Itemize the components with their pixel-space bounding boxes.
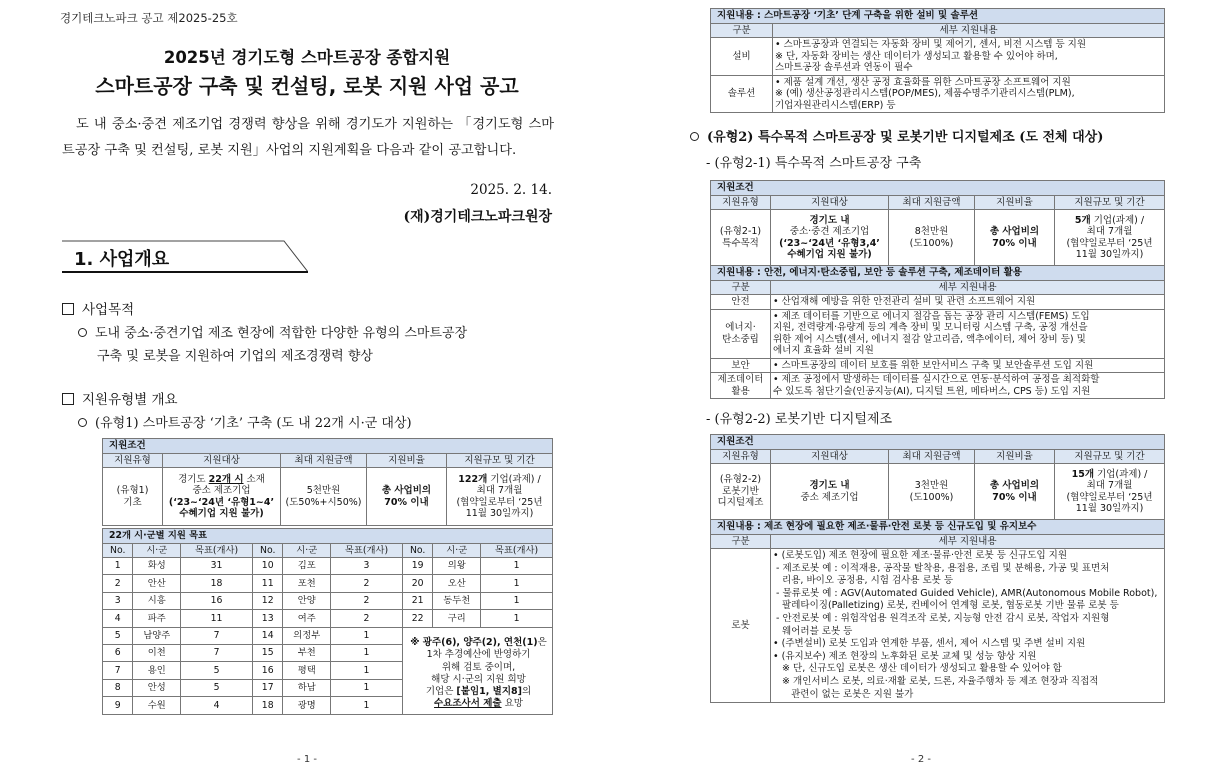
region-cell: 4 bbox=[103, 610, 133, 627]
content-row-text: • 제조 공정에서 발생하는 데이터를 실시간으로 연동·분석하여 공정을 최적화할 수 있도록 첨단기술(인공지능(AI), 디지털 트윈, 메타버스, CPS 등) 도입 지원 bbox=[771, 373, 1165, 399]
type2-heading bbox=[690, 126, 1103, 149]
t22-content-title bbox=[711, 520, 1165, 535]
dash-bullet: - bbox=[706, 156, 715, 171]
region-cell: 13 bbox=[252, 610, 282, 627]
region-cell: 8 bbox=[103, 679, 133, 696]
target-text-2: 소재 중소 제조기업 bbox=[192, 473, 265, 496]
page-number: - 1 - bbox=[297, 754, 317, 765]
content-row-name: 에너지· 탄소중립 bbox=[711, 309, 771, 358]
robot-detail-line: - 안전로봇 예 : 위험작업용 원격조작 로봇, 지능형 안전 감시 로봇, 작업자 지원형 bbox=[773, 612, 1110, 624]
section-title: 1. 사업개요 bbox=[74, 249, 170, 270]
region-cell: 여주 bbox=[283, 610, 331, 627]
row-text-robot bbox=[771, 549, 1165, 703]
purpose-line-1: 도내 중소·중견기업 제조 현장에 적합한 다양한 유형의 스마트공장 bbox=[95, 326, 468, 341]
region-cell: 시흥 bbox=[133, 592, 181, 609]
region-cell: 1 bbox=[481, 575, 553, 592]
table-row bbox=[103, 610, 553, 627]
region-note-text-3: 요망 bbox=[501, 698, 523, 710]
region-cell: 7 bbox=[181, 644, 253, 661]
row-text-equipment: • 스마트공장과 연결되는 자동화 장비 및 제어기, 센서, 비전 시스템 등 지원 ※ 단, 자동화 장비는 생산 데이터가 생성되고 활용할 수 있어야 하며, 스마트공장 솔루션과 연동이 필수 bbox=[773, 38, 1165, 76]
content-title-solution: 솔루션 bbox=[950, 10, 979, 21]
region-cell: 화성 bbox=[133, 558, 181, 575]
header-cell: 지원규모 및 기간 bbox=[1055, 195, 1165, 210]
header-cell: 최대 지원금액 bbox=[281, 453, 367, 468]
type22-heading-text: (유형2-2) 로봇기반 디지털제조 bbox=[714, 412, 893, 427]
region-cell: 안산 bbox=[133, 575, 181, 592]
row-name-robot: 로봇 bbox=[711, 549, 771, 703]
robot-detail-line: ※ 개인서비스 로봇, 의료·재활 로봇, 드론, 자율주행차 등 제조 현장과 직접적 bbox=[773, 675, 1099, 687]
content-row bbox=[711, 358, 1165, 373]
robot-detail-line: 리용, 바이오 공정용, 시험 검사용 로봇 등 bbox=[773, 575, 954, 587]
region-cell: 16 bbox=[181, 592, 253, 609]
content-title-and: 및 bbox=[934, 10, 951, 21]
circle-bullet-icon bbox=[78, 418, 87, 427]
region-header-cell: 시·군 bbox=[433, 543, 481, 558]
region-cell: 3 bbox=[331, 558, 403, 575]
cond-ratio-cell: 총 사업비의 70% 이내 bbox=[367, 468, 447, 526]
type21-heading-text: (유형2-1) 특수목적 스마트공장 구축 bbox=[714, 156, 922, 171]
region-note-attachment: [붙임1, 별지8] bbox=[456, 686, 522, 698]
region-cell: 2 bbox=[331, 610, 403, 627]
robot-detail-line: ※ 단, 신규도입 로봇은 생산 데이터가 생성되고 활용할 수 있어야 함 bbox=[773, 663, 1062, 675]
content-row-text: • 스마트공장의 데이터 보호를 위한 보안서비스 구축 및 보안솔루션 도입 지원 bbox=[771, 358, 1165, 373]
content-row bbox=[711, 295, 1165, 310]
region-cell: 18 bbox=[252, 697, 282, 714]
document-page-2 bbox=[614, 0, 1228, 768]
cond-type-cell: (유형2-1) 특수목적 bbox=[711, 210, 771, 266]
target-text: 중소 제조기업 bbox=[800, 491, 859, 503]
target-emphasis: 경기도 내 bbox=[809, 214, 850, 226]
content-row-text: • 제조 데이터를 기반으로 에너지 절감을 돕는 공장 관리 시스템(FEMS) 도입 지원, 전력량계·유량계 등의 계측 장비 및 모니터링 시스템 구축, 공정 개선을 위한 제어 시스템(센서, 에너지 절감 알고리즘, 액추에이터, 제어 장비 등) 및 에너지 효율화 설비 지원 bbox=[771, 309, 1165, 358]
type2-heading-text: (유형2) 특수목적 스마트공장 및 로봇기반 디지털제조 (도 전체 대상) bbox=[707, 130, 1104, 145]
dash-bullet: - bbox=[706, 412, 715, 427]
cond-target-cell bbox=[163, 468, 281, 526]
region-cell: 1 bbox=[481, 558, 553, 575]
t22-title-part: 등 bbox=[931, 521, 948, 532]
notice-date: 2025. 2. 14. bbox=[470, 182, 552, 198]
cond-type-cell: (유형2-2) 로봇기반 디지털제조 bbox=[711, 464, 771, 520]
region-cell: 11 bbox=[181, 610, 253, 627]
region-cell: 포천 bbox=[283, 575, 331, 592]
region-cell: 10 bbox=[252, 558, 282, 575]
type21-heading bbox=[706, 152, 921, 175]
region-cell: 1 bbox=[331, 644, 403, 661]
t22-title-part: 현장에 필요한 bbox=[782, 521, 848, 532]
region-cell: 2 bbox=[103, 575, 133, 592]
target-restriction: (‘23~‘24년 ‘유형3,4’ 수혜기업 지원 불가) bbox=[779, 237, 880, 260]
type1-content-table bbox=[710, 8, 1165, 113]
region-cell: 11 bbox=[252, 575, 282, 592]
cond-scale-cell bbox=[1055, 210, 1165, 266]
table-title: 지원조건 bbox=[711, 435, 1165, 450]
checkbox-square-icon bbox=[62, 303, 74, 315]
region-cell: 1 bbox=[103, 558, 133, 575]
header-category: 구분 bbox=[711, 23, 773, 38]
content-title-equipment: 설비 bbox=[916, 10, 935, 21]
cond-scale-cell bbox=[1055, 464, 1165, 520]
header-cell: 지원비율 bbox=[367, 453, 447, 468]
purpose-line-2: 구축 및 로봇을 지원하여 기업의 제조경쟁력 향상 bbox=[97, 349, 373, 364]
region-cell: 1 bbox=[331, 662, 403, 679]
robot-detail-line: 팔레타이징(Palletizing) 로봇, 컨베이어 연계형 로봇, 협동로봇 기반 물류 로봇 등 bbox=[773, 600, 1119, 612]
content-row-name: 안전 bbox=[711, 295, 771, 310]
header-cell: 지원유형 bbox=[103, 453, 163, 468]
region-cell: 하남 bbox=[283, 679, 331, 696]
issuing-organization: (재)경기테크노파크원장 bbox=[403, 209, 552, 225]
target-text: 경기도 bbox=[178, 473, 209, 485]
cond-ratio-cell: 총 사업비의 70% 이내 bbox=[975, 210, 1055, 266]
type21-condition-table bbox=[710, 180, 1165, 399]
region-cell: 의왕 bbox=[433, 558, 481, 575]
region-cell: 2 bbox=[331, 592, 403, 609]
header-category: 구분 bbox=[711, 534, 771, 549]
title-line-2: 스마트공장 구축 및 컨설팅, 로봇 지원 사업 공고 bbox=[95, 74, 519, 98]
content-row-text: • 산업재해 예방을 위한 안전관리 설비 및 관련 소프트웨어 지원 bbox=[771, 295, 1165, 310]
header-detail: 세부 지원내용 bbox=[773, 23, 1165, 38]
region-cell: 15 bbox=[252, 644, 282, 661]
robot-detail-line: • (주변설비) 로봇 도입과 연계한 부품, 센서, 제어 시스템 및 주변 설비 지원 bbox=[773, 638, 1086, 650]
purpose-bullet bbox=[78, 322, 467, 345]
checkbox-square-icon bbox=[62, 393, 74, 405]
title-line-1: 2025년 경기도형 스마트공장 종합지원 bbox=[163, 48, 451, 67]
region-cell: 남양주 bbox=[133, 627, 181, 644]
header-cell: 최대 지원금액 bbox=[889, 449, 975, 464]
region-cell: 1 bbox=[331, 679, 403, 696]
t21-content-title: 지원내용 : 안전, 에너지·탄소중립, 보안 등 솔루션 구축, 제조데이터 활용 bbox=[711, 266, 1165, 281]
row-text-solution: • 제품 설계 개선, 생산 공정 효율화를 위한 스마트공장 소프트웨어 지원 ※ (예) 생산공정관리시스템(POP/MES), 제품수명주기관리시스템(PLM), 기업자원관리시스템(ERP) 등 bbox=[773, 75, 1165, 113]
region-cell: 평택 bbox=[283, 662, 331, 679]
cond-ratio-cell: 총 사업비의 70% 이내 bbox=[975, 464, 1055, 520]
region-header-cell: 목표(개사) bbox=[331, 543, 403, 558]
header-cell: 최대 지원금액 bbox=[889, 195, 975, 210]
content-table-title bbox=[711, 9, 1165, 24]
region-cell: 오산 bbox=[433, 575, 481, 592]
region-cell: 이천 bbox=[133, 644, 181, 661]
region-cell: 7 bbox=[103, 662, 133, 679]
cond-scale-cell bbox=[447, 468, 553, 526]
table-row bbox=[103, 575, 553, 592]
region-cell: 9 bbox=[103, 697, 133, 714]
region-cell: 구리 bbox=[433, 610, 481, 627]
region-note-submit: 수요조사서 제출 bbox=[434, 698, 502, 710]
header-cell: 지원대상 bbox=[771, 195, 889, 210]
region-cell: 16 bbox=[252, 662, 282, 679]
cond-type-cell: (유형1) 기초 bbox=[103, 468, 163, 526]
scale-count: 15개 bbox=[1071, 468, 1095, 480]
region-cell: 파주 bbox=[133, 610, 181, 627]
circle-bullet-icon bbox=[78, 328, 87, 337]
region-note-emphasis: ※ 광주(6), 양주(2), 연천(1) bbox=[410, 637, 538, 648]
type1-heading bbox=[78, 412, 412, 435]
page-number: - 2 - bbox=[911, 754, 931, 765]
robot-detail-line: 웨어러블 로봇 등 bbox=[773, 625, 853, 637]
scale-text: 기업(과제) / 최대 7개월 (협약일로부터 ‘25년 11월 30일까지) bbox=[1066, 468, 1153, 514]
scale-text: 기업(과제) / 최대 7개월 (협약일로부터 ‘25년 11월 30일까지) bbox=[456, 473, 543, 519]
table-title: 지원조건 bbox=[103, 439, 553, 454]
region-cell: 동두천 bbox=[433, 592, 481, 609]
region-cell: 의정부 bbox=[283, 627, 331, 644]
region-cell: 31 bbox=[181, 558, 253, 575]
region-cell: 14 bbox=[252, 627, 282, 644]
robot-detail-line: • (로봇도입) 제조 현장에 필요한 제조·물류·안전 로봇 등 신규도입 지원 bbox=[773, 550, 1068, 561]
content-title-text: 지원내용 : 스마트공장 ‘기초’ 단계 구축을 위한 bbox=[717, 10, 917, 21]
region-cell: 2 bbox=[331, 575, 403, 592]
region-cell: 12 bbox=[252, 592, 282, 609]
type22-condition-table bbox=[710, 434, 1165, 703]
robot-detail-line: - 물류로봇 예 : AGV(Automated Guided Vehicle), AMR(Autonomous Mobile Robot), bbox=[773, 587, 1158, 599]
robot-detail-line: • (유지보수) 제조 현장의 노후화된 로봇 교체 및 성능 향상 지원 bbox=[773, 650, 1037, 662]
region-cell: 부천 bbox=[283, 644, 331, 661]
region-cell: 안양 bbox=[283, 592, 331, 609]
t22-title-part: 및 bbox=[983, 521, 1000, 532]
region-cell: 1 bbox=[481, 610, 553, 627]
region-cell: 17 bbox=[252, 679, 282, 696]
region-cell: 20 bbox=[402, 575, 432, 592]
row-name-solution: 솔루션 bbox=[711, 75, 773, 113]
region-cell: 5 bbox=[103, 627, 133, 644]
content-row-name: 보안 bbox=[711, 358, 771, 373]
region-header-cell: 목표(개사) bbox=[481, 543, 553, 558]
header-detail: 세부 지원내용 bbox=[771, 280, 1165, 295]
target-emphasis: 경기도 내 bbox=[809, 480, 850, 491]
scale-text: 기업(과제) / 최대 7개월 (협약일로부터 ‘25년 11월 30일까지) bbox=[1066, 214, 1153, 260]
cond-amount-cell: 3천만원 (도100%) bbox=[889, 464, 975, 520]
region-cell: 4 bbox=[181, 697, 253, 714]
region-note-text-2: 의 bbox=[521, 686, 532, 698]
purpose-heading bbox=[62, 298, 134, 318]
region-cell: 18 bbox=[181, 575, 253, 592]
region-note-text: 은 1차 추경예산에 반영하기 위해 검토 중이며, 해당 시·군의 지원 희망 기업은 bbox=[425, 637, 547, 698]
section-heading-box bbox=[62, 240, 308, 273]
region-cell: 6 bbox=[103, 644, 133, 661]
header-cell: 지원유형 bbox=[711, 449, 771, 464]
scale-count: 122개 bbox=[458, 473, 488, 485]
region-cell: 21 bbox=[402, 592, 432, 609]
region-cell: 19 bbox=[402, 558, 432, 575]
type1-heading-text: (유형1) 스마트공장 ‘기초’ 구축 (도 내 22개 시·군 대상) bbox=[95, 416, 412, 431]
region-cell: 광명 bbox=[283, 697, 331, 714]
region-cell: 5 bbox=[181, 662, 253, 679]
scale-count: 5개 bbox=[1074, 214, 1091, 226]
target-restriction: (‘23~‘24년 ‘유형1~4’ 수혜기업 지원 불가) bbox=[168, 496, 275, 519]
region-header-cell: No. bbox=[103, 543, 133, 558]
notice-number: 경기테크노파크 공고 제2025-25호 bbox=[60, 11, 238, 25]
region-header-cell: No. bbox=[252, 543, 282, 558]
t22-title-part: 제조 bbox=[764, 521, 783, 532]
overview-heading bbox=[62, 388, 178, 408]
header-cell: 지원대상 bbox=[163, 453, 281, 468]
table-row bbox=[103, 558, 553, 575]
region-cell: 7 bbox=[181, 627, 253, 644]
header-cell: 지원유형 bbox=[711, 195, 771, 210]
region-cell: 수원 bbox=[133, 697, 181, 714]
content-row bbox=[711, 309, 1165, 358]
region-cell: 5 bbox=[181, 679, 253, 696]
t22-title-part: 유지보수 bbox=[999, 521, 1037, 532]
region-cell: 안성 bbox=[133, 679, 181, 696]
circle-bullet-icon bbox=[690, 132, 699, 141]
type1-condition-table bbox=[102, 438, 553, 526]
region-cell: 김포 bbox=[283, 558, 331, 575]
header-cell: 지원비율 bbox=[975, 449, 1055, 464]
header-cell: 지원규모 및 기간 bbox=[1055, 449, 1165, 464]
region-cell: 1 bbox=[331, 697, 403, 714]
content-row bbox=[711, 373, 1165, 399]
cond-target-cell bbox=[771, 210, 889, 266]
region-note bbox=[405, 637, 552, 711]
region-header-cell: 시·군 bbox=[133, 543, 181, 558]
row-name-equipment: 설비 bbox=[711, 38, 773, 76]
region-header-cell: 시·군 bbox=[283, 543, 331, 558]
t22-title-part: 지원내용 : bbox=[717, 521, 765, 532]
t22-title-part: 신규도입 bbox=[947, 521, 984, 532]
target-text: 중소·중견 제조기업 bbox=[789, 226, 870, 237]
intro-paragraph: 도 내 중소·중견 제조기업 경쟁력 향상을 위해 경기도가 지원하는 「경기도형 스마트공장 구축 및 컨설팅, 로봇 지원」사업의 지원계획을 다음과 같이 공고합니다. bbox=[62, 117, 554, 158]
region-cell: 22 bbox=[402, 610, 432, 627]
cond-amount-cell: 8천만원 (도100%) bbox=[889, 210, 975, 266]
content-row-name: 제조데이터 활용 bbox=[711, 373, 771, 399]
region-cell: 용인 bbox=[133, 662, 181, 679]
header-category: 구분 bbox=[711, 280, 771, 295]
region-table-title: 22개 시·군별 지원 목표 bbox=[103, 529, 553, 544]
region-cell: 1 bbox=[481, 592, 553, 609]
cond-amount-cell: 5천만원 (도50%+시50%) bbox=[281, 468, 367, 526]
target-emphasis: 22개 시 bbox=[208, 473, 244, 485]
robot-detail-line: 관련이 없는 로봇은 지원 불가 bbox=[773, 688, 914, 700]
purpose-heading-text: 사업목적 bbox=[82, 302, 135, 318]
table-title: 지원조건 bbox=[711, 181, 1165, 196]
header-detail: 세부 지원내용 bbox=[771, 534, 1165, 549]
table-row bbox=[103, 592, 553, 609]
type22-heading bbox=[706, 408, 892, 431]
region-header-cell: 목표(개사) bbox=[181, 543, 253, 558]
region-cell: 3 bbox=[103, 592, 133, 609]
region-cell: 1 bbox=[331, 627, 403, 644]
header-cell: 지원규모 및 기간 bbox=[447, 453, 553, 468]
overview-heading-text: 지원유형별 개요 bbox=[82, 392, 178, 408]
robot-detail-line: - 제조로봇 예 : 이적재용, 공작물 탈착용, 용접용, 조립 및 분해용, 가공 및 표면처 bbox=[773, 562, 1110, 574]
t22-title-part: 제조·물류·안전 로봇 bbox=[847, 521, 932, 532]
cond-target-cell bbox=[771, 464, 889, 520]
region-header-cell: No. bbox=[402, 543, 432, 558]
header-cell: 지원대상 bbox=[771, 449, 889, 464]
header-cell: 지원비율 bbox=[975, 195, 1055, 210]
